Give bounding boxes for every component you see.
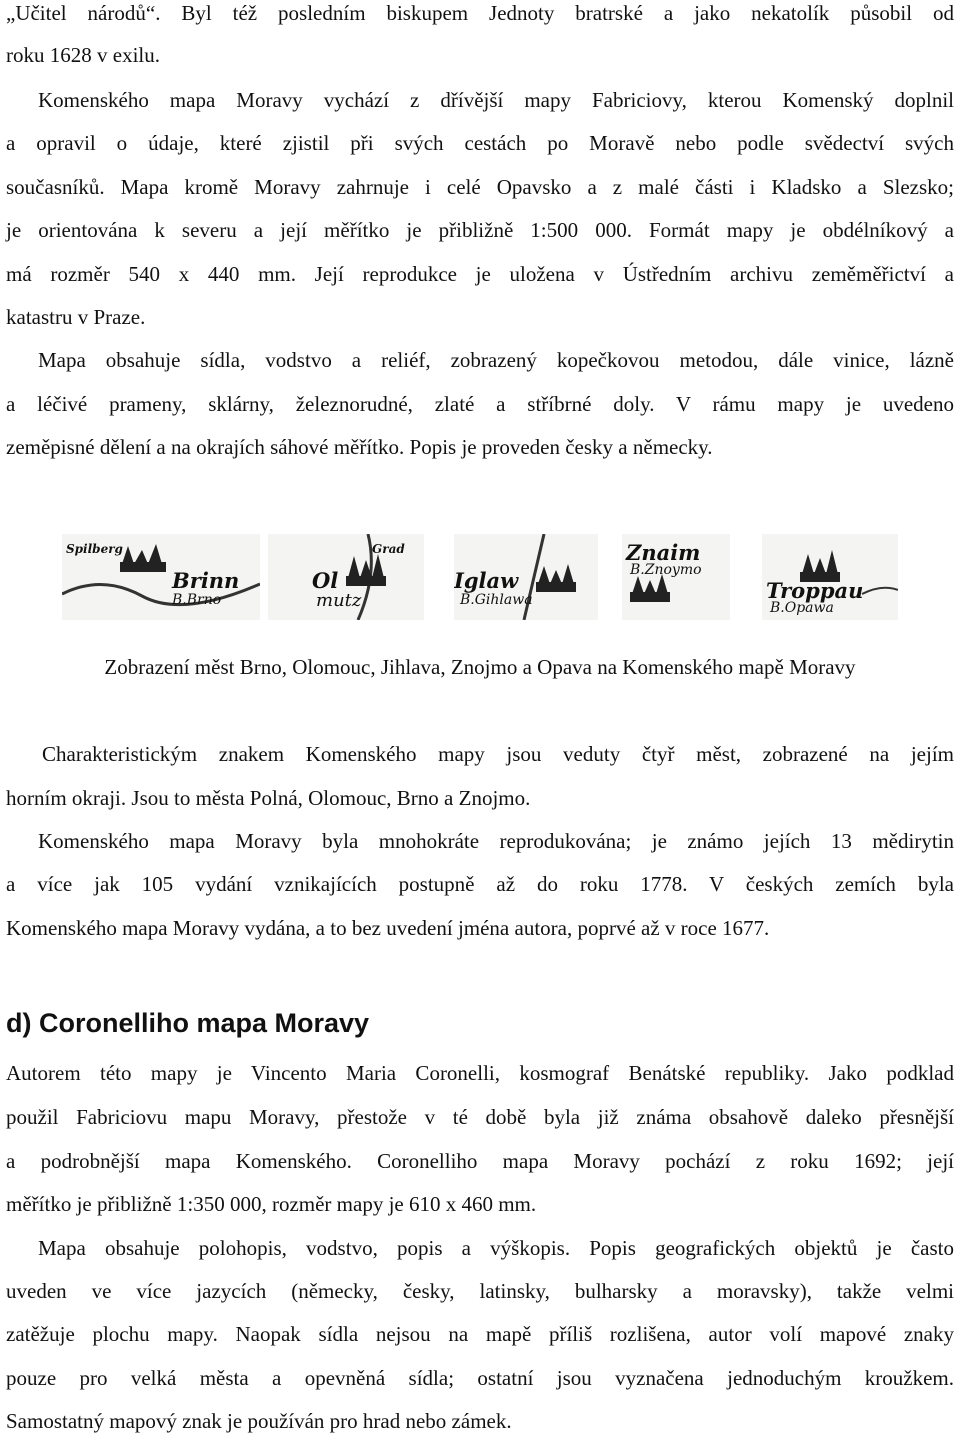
text-line: současníků. Mapa kromě Moravy zahrnuje i celé Opavsko a z malé části i Kladsko a Slezsko; — [6, 175, 954, 199]
map-label: Brinn — [172, 568, 240, 593]
map-label: B.Opawa — [770, 600, 834, 616]
text-line: zeměpisné dělení a na okrajích sáhové měřítko. Popis je proveden česky a německy. — [6, 435, 713, 459]
text-line: horním okraji. Jsou to města Polná, Olomouc, Brno a Znojmo. — [6, 786, 531, 810]
figure-caption: Zobrazení měst Brno, Olomouc, Jihlava, Znojmo a Opava na Komenského mapě Moravy — [104, 655, 856, 679]
text-line: Autorem této mapy je Vincento Maria Coronelli, kosmograf Benátské republiky. Jako podklad — [6, 1061, 954, 1085]
text-line: Charakteristickým znakem Komenského mapy jsou veduty čtyř měst, zobrazené na jejím — [42, 742, 954, 766]
text-line: a podrobnější mapa Komenského. Coronelliho mapa Moravy pochází z roku 1692; její — [6, 1149, 954, 1173]
text-line: měřítko je přibližně 1:350 000, rozměr mapy je 610 x 460 mm. — [6, 1192, 537, 1216]
text-line: roku 1628 v exilu. — [6, 43, 160, 67]
map-label: B.Gihlawa — [460, 592, 533, 608]
section-heading: d) Coronelliho mapa Moravy — [6, 1008, 370, 1038]
text-line: zatěžuje plochu mapy. Naopak sídla nejsou na mapě příliš rozlišena, autor volí mapové znaky — [6, 1322, 954, 1346]
text-line: použil Fabriciovu mapu Moravy, přestože v té době byla již známa obsahově daleko přesnější — [6, 1105, 954, 1129]
text-line: Komenského mapa Moravy vydána, a to bez uvedení jména autora, poprvé až v roce 1677. — [6, 916, 770, 940]
text-line: Samostatný mapový znak je používán pro hrad nebo zámek. — [6, 1409, 512, 1433]
map-detail-brno — [62, 534, 260, 620]
text-line: pouze pro velká města a opevněná sídla; ostatní jsou vyznačena jednoduchým kroužkem. — [6, 1366, 954, 1390]
map-label: Znaim — [626, 540, 701, 565]
text-line: a více jak 105 vydání vznikajících postupně až do roku 1778. V českých zemích byla — [6, 872, 954, 896]
text-line: Komenského mapa Moravy vychází z dřívější mapy Fabriciovy, kterou Komenský doplnil — [38, 88, 954, 112]
map-label: mutz — [316, 590, 362, 611]
text-line: Mapa obsahuje polohopis, vodstvo, popis a výškopis. Popis geografických objektů je často — [38, 1236, 954, 1260]
map-detail-znojmo — [622, 534, 730, 620]
map-label: Ol — [312, 568, 339, 593]
map-label: Grad — [372, 542, 405, 556]
text-line: a léčivé prameny, sklárny, železnorudné, zlaté a stříbrné doly. V rámu mapy je uvedeno — [6, 392, 954, 416]
map-label: B.Znoymo — [630, 562, 702, 578]
map-label: Iglaw — [454, 568, 519, 593]
text-line: uveden ve více jazycích (německy, česky, latinsky, bulharsky a moravsky), takže velmi — [6, 1279, 954, 1303]
text-line: katastru v Praze. — [6, 305, 146, 329]
text-line: je orientována k severu a její měřítko je přibližně 1:500 000. Formát mapy je obdélníkový a — [6, 218, 954, 242]
map-detail-jihlava — [454, 534, 598, 620]
text-line: a opravil o údaje, které zjistil při svých cestách po Moravě nebo podle svědectví svých — [6, 131, 954, 155]
map-label: Troppau — [766, 578, 864, 603]
text-line: má rozměr 540 x 440 mm. Její reprodukce je uložena v Ústředním archivu zeměměřictví a — [6, 262, 954, 286]
map-label: B.Brno — [172, 592, 222, 608]
map-detail-olomouc — [268, 534, 424, 620]
map-detail-opava — [762, 534, 898, 620]
map-label: Spilberg — [66, 542, 123, 556]
map-details-image — [62, 520, 898, 634]
text-line: Komenského mapa Moravy byla mnohokráte reprodukována; je známo jejích 13 mědirytin — [38, 829, 954, 853]
text-line: Mapa obsahuje sídla, vodstvo a reliéf, zobrazený kopečkovou metodou, dále vinice, lázně — [38, 348, 954, 372]
text-line: „Učitel národů“. Byl též posledním biskupem Jednoty bratrské a jako nekatolík působil od — [6, 1, 954, 25]
